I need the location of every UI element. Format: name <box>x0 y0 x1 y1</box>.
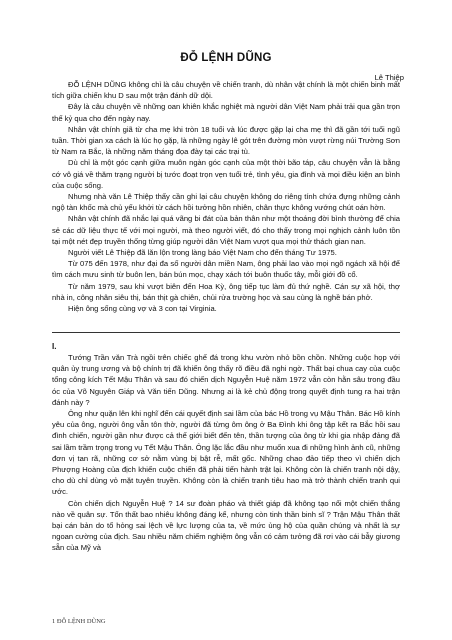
paragraph: Còn chiến dịch Nguyễn Huệ ? 14 sư đoàn pháo và thiết giáp đã không tạo nổi một chiến thắng nào về quân sự. Tổn thất bao nhiêu không đáng kể, nhưng còn tinh thần binh sĩ ? Trận Mậu Thân thất bại cán bản do tổ hỏng sai lệch về lực lượng của ta, về mức ủng hộ của quần chúng và nhất là sự ngoan cường của địch. Sau nhiều năm chiếm nghiệm ông vẫn có cảm tưởng đã rơi vào cái bẫy giương sẵn của Mỹ và <box>52 498 400 553</box>
paragraph: Từ năm 1979, sau khi vượt biên đến Hoa Kỳ, ông tiếp tục làm đủ thứ nghề. Cán sự xã hội, thợ nhà in, công nhân siêu thị, bán thịt gà chiên, chủi rửa trường học và sau cùng là nghề bán phở. <box>52 281 400 302</box>
paragraph: Hiện ông sống cùng vợ và 3 con tại Virginia. <box>68 304 217 314</box>
section-heading: I. <box>52 342 57 351</box>
section-text <box>52 352 400 554</box>
paragraph: ĐỖ LỆNH DŨNG không chỉ là câu chuyện về chiến tranh, dù nhân vật chính là một chiến binh mất tích giữa chiến khu D sau một trận đánh dữ dội. <box>52 80 400 101</box>
page-footer: 1 ĐỖ LỆNH DŨNG <box>52 618 106 625</box>
paragraph: Nhưng nhà văn Lê Thiệp thấy cần ghi lại câu chuyện không do riêng tính chứa đựng những cảnh ngộ tàn khốc mà chủ yếu khởi từ cách hồi tưởng hồn nhiên, chân thực không vướng chút oán hờn. <box>52 192 400 213</box>
author-name: Lê Thiệp <box>374 73 404 82</box>
document-title: ĐỖ LỆNH DŨNG <box>180 52 272 64</box>
intro-text <box>52 79 400 314</box>
paragraph: Ông như quặn lên khi nghĩ đến cái quyết định sai lầm của bác Hồ trong vụ Mậu Thân. Bác Hồ kính yêu của ông, người ông vẫn tôn thờ, người đã từng ôm ông ở Ba Đình khi ông tập kết ra Bắc hồi sau đình chiến, người gần như được cả thế giới biết đến tên, thần tượng của ông từ khi gia nhập đảng đã sai lầm trầm trọng trong vụ Tết Mậu Thân. Ông lặc lắc đầu như muốn xua đi những hình ảnh cũ, những đơn vị tan rã, những cơ sở nằm vùng bị bật rễ, mất gốc. Những chao đảo tiếp theo vì chiến dịch Phượng Hoàng của địch khiến cuộc chiến đã phải tiến hành trật lại. Không còn là chiến tranh nội dậy, cho dù chỉ dùng vỏ mặt tuyên truyền. Không còn là chiến tranh tiêu hao mà trở thành chiến tranh qui ước. <box>52 409 400 497</box>
paragraph: Dù chỉ là một góc cạnh giữa muôn ngàn góc cạnh của một thời bão táp, câu chuyện vẫn là bằng cớ vô giá về thăm trạng người bị tước đoạt trọn vẹn tuổi trẻ, tình yêu, gia đình và mọi điều kiện an bình của cuộc sống. <box>52 158 400 190</box>
paragraph: Từ 075 đến 1978, như đại đa số người dân miền Nam, ông phải lao vào mọi ngõ ngách xã hội để tìm cách mưu sinh từ buôn len, bán bún mọc, chạy xách tới buôn thuốc tây, mỗi giới đồ cổ. <box>52 259 400 280</box>
paragraph: Nhân vật chính giã từ cha mẹ khi tròn 18 tuổi và lúc được gặp lại cha mẹ thì đã gần tới tuổi ngũ tuần. Thời gian xa cách là lúc họ gặp, là những ngày lê gót trên đường mòn vượt rừng núi Trường Sơn từ Nam ra Bắc, là những năm tháng đọa đày tại các trại tù. <box>52 124 400 157</box>
paragraph: Người viết Lê Thiệp đã lăn lộn trong làng báo Việt Nam cho đến tháng Tư 1975. <box>68 248 337 258</box>
section-divider <box>52 332 400 333</box>
paragraph: Đây là câu chuyện về những oan khiên khắc nghiệt mà người dân Việt Nam phải trải qua gần trọn thế kỷ qua cho đến ngày nay. <box>52 102 400 123</box>
paragraph: Tướng Trần văn Trà ngồi trên chiếc ghế đá trong khu vườn nhỏ bồn chồn. Những cuộc họp với quân ủy trung ương và bộ chính trị đã khiến ông thấy rõ điều đã nghi ngờ. Thất bại chua cay của cuộc tổng công kích Tết Mậu Thân và sau đó chiến dịch Nguyễn Huệ năm 1972 vẫn còn hằn sâu trong đầu óc của Võ Nguyên Giáp và Văn tiến Dũng. Nhưng ai là kẻ chủ động trong quyết định tung ra hai trận đánh này ? <box>52 353 400 407</box>
paragraph: Nhân vật chính đã nhắc lại quá vãng bi đát của bản thân như một thoáng đời bình thường để chia sẻ các dữ liệu thực tế với mọi người, mà theo người viết, đó cho thấy trong mọi nghịch cảnh luôn tồn tại một nét đẹp truyền thống từng giúp người dân Việt Nam vượt qua mọi thử thách gian nan. <box>52 214 400 246</box>
